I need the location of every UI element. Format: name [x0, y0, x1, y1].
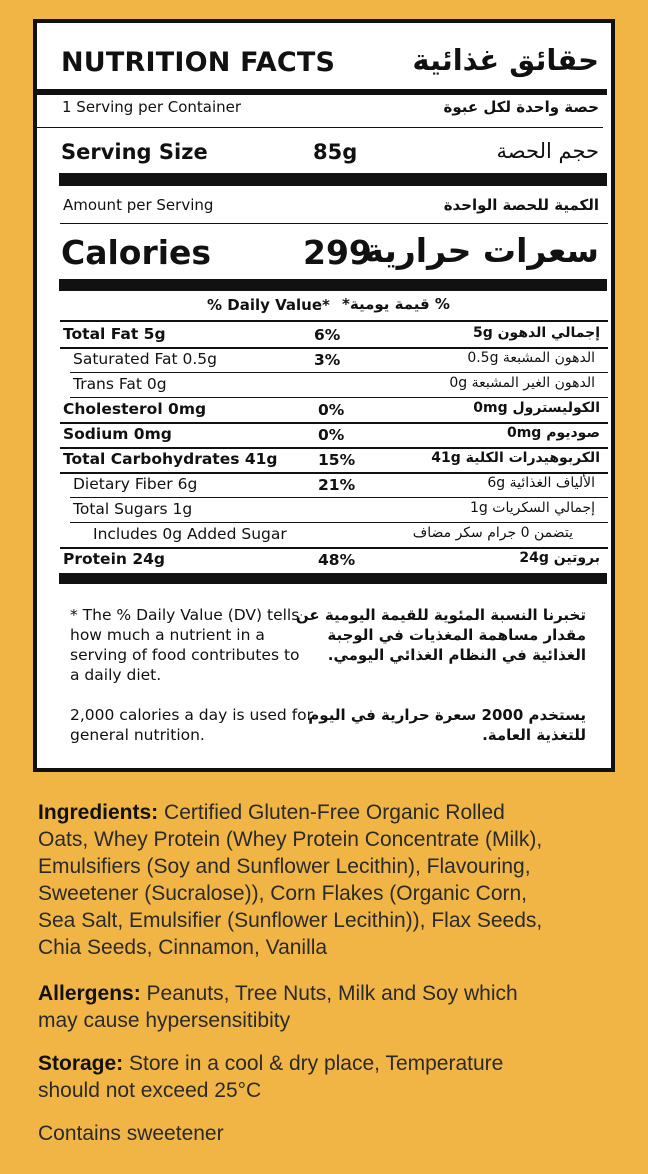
servings-per-container-ar: حصة واحدة لكل عبوة	[443, 98, 599, 116]
ingredients-line: Sweetener (Sucralose)), Corn Flakes (Organic Corn,	[38, 882, 528, 905]
row-divider	[60, 447, 608, 449]
calories-value: 299	[303, 233, 372, 272]
calorie-note-ar	[308, 705, 586, 745]
nutrient-label-ar: إجمالي السكريات 1g	[470, 500, 595, 516]
allergens-text: Peanuts, Tree Nuts, Milk and Soy which	[140, 982, 518, 1005]
label-title: NUTRITION FACTS	[61, 47, 336, 78]
ingredients-line	[38, 799, 638, 826]
footnote-line-ar: تخبرنا النسبة المئوية للقيمة اليومية عن	[295, 606, 586, 624]
footnote-line: a daily diet.	[70, 666, 162, 684]
ingredients-line: Sea Salt, Emulsifier (Sunflower Lecithin)), Flax Seeds,	[38, 909, 543, 932]
storage-line	[38, 1050, 638, 1077]
amount-per-serving-ar: الكمية للحصة الواحدة	[443, 196, 599, 214]
nutrient-label: Includes 0g Added Sugar	[93, 525, 287, 543]
calories-label: Calories	[61, 233, 212, 272]
divider	[60, 320, 608, 322]
title-rule	[33, 89, 607, 95]
nutrient-label-ar: الدهون المشبعة 0.5g	[467, 350, 595, 366]
nutrient-dv: 15%	[318, 451, 356, 469]
divider	[37, 127, 603, 128]
footnote-line: * The % Daily Value (DV) tells	[70, 606, 300, 624]
calorie-note-line: general nutrition.	[70, 726, 205, 744]
footnote-line-ar: الغذائية في النظام الغذائي اليومي.	[327, 646, 586, 664]
storage-label: Storage:	[38, 1052, 124, 1075]
ingredients-text: Certified Gluten-Free Organic Rolled	[158, 801, 505, 824]
amount-per-serving: Amount per Serving	[63, 196, 214, 214]
row-divider	[60, 547, 608, 549]
footnote-en	[70, 605, 300, 685]
calorie-note-line: 2,000 calories a day is used for	[70, 706, 314, 724]
thick-rule	[59, 279, 607, 291]
nutrient-dv: 0%	[318, 401, 345, 419]
allergens-line	[38, 980, 638, 1007]
nutrient-label: Total Carbohydrates 41g	[63, 450, 278, 468]
contains-note: Contains sweetener	[38, 1122, 224, 1145]
serving-size-ar: حجم الحصة	[496, 139, 599, 163]
ingredients-label: Ingredients:	[38, 801, 159, 824]
nutrient-label-ar: الدهون الغير المشبعة 0g	[449, 375, 595, 391]
nutrient-dv: 0%	[318, 426, 345, 444]
nutrient-label: Trans Fat 0g	[73, 375, 167, 393]
label-title-ar: حقائق غذائية	[412, 43, 599, 77]
nutrient-label-ar: إجمالي الدهون 5g	[472, 325, 600, 341]
calorie-note-line-ar: للتغذية العامة.	[482, 726, 586, 744]
thick-rule	[59, 573, 607, 584]
nutrient-label: Dietary Fiber 6g	[73, 475, 198, 493]
calorie-note-en	[70, 705, 313, 745]
nutrient-label-ar: الكوليسترول 0mg	[473, 400, 600, 416]
thick-rule	[59, 173, 607, 186]
nutrient-label: Cholesterol 0mg	[63, 400, 207, 418]
row-divider	[70, 497, 608, 498]
servings-per-container: 1 Serving per Container	[62, 98, 242, 116]
nutrient-label-ar: بروتين 24g	[519, 550, 600, 566]
nutrient-label-ar: الكربوهيدرات الكلية 41g	[431, 450, 600, 466]
dv-header-ar: % قيمة يومية*	[342, 295, 450, 313]
allergens-section	[38, 980, 638, 1034]
row-divider	[60, 422, 608, 424]
nutrient-label: Saturated Fat 0.5g	[73, 350, 217, 368]
calorie-note-line-ar: يستخدم 2000 سعرة حرارية في اليوم	[308, 706, 586, 724]
ingredients-line: Emulsifiers (Soy and Sunflower Lecithin), Flavouring,	[38, 855, 531, 878]
storage-text: Store in a cool & dry place, Temperature	[123, 1052, 504, 1075]
serving-size-value: 85g	[313, 140, 358, 164]
footnote-line: serving of food contributes to	[70, 646, 300, 664]
nutrient-label-ar: يتضمن 0 جرام سكر مضاف	[412, 525, 573, 541]
nutrient-dv: 48%	[318, 551, 356, 569]
nutrient-label: Total Fat 5g	[63, 325, 166, 343]
nutrient-label: Sodium 0mg	[63, 425, 172, 443]
allergens-label: Allergens:	[38, 982, 141, 1005]
row-divider	[60, 472, 608, 474]
nutrition-facts-panel	[33, 19, 615, 772]
row-divider	[70, 372, 608, 373]
footnote-line-ar: مقدار مساهمة المغذيات في الوجبة	[327, 626, 586, 644]
nutrient-label: Protein 24g	[63, 550, 165, 568]
serving-size-label: Serving Size	[61, 140, 208, 164]
storage-section	[38, 1050, 638, 1104]
row-divider	[70, 397, 608, 398]
nutrient-dv: 3%	[314, 351, 341, 369]
nutrient-label: Total Sugars 1g	[73, 500, 193, 518]
footnote-ar	[296, 605, 586, 665]
nutrient-label-ar: الألياف الغذائية 6g	[487, 475, 595, 491]
storage-line: should not exceed 25°C	[38, 1079, 262, 1102]
calories-ar: سعرات حرارية	[364, 231, 599, 270]
nutrient-dv: 21%	[318, 476, 356, 494]
ingredients-line: Chia Seeds, Cinnamon, Vanilla	[38, 936, 328, 959]
ingredients-line: Oats, Whey Protein (Whey Protein Concentrate (Milk),	[38, 828, 543, 851]
footnote-line: how much a nutrient in a	[70, 626, 265, 644]
nutrient-label-ar: صوديوم 0mg	[506, 425, 600, 441]
allergens-line: may cause hypersensitibity	[38, 1009, 291, 1032]
divider	[60, 223, 608, 224]
row-divider	[60, 347, 608, 349]
row-divider	[70, 522, 608, 523]
dv-header: % Daily Value*	[207, 296, 330, 314]
nutrient-dv: 6%	[314, 326, 341, 344]
ingredients-section	[38, 799, 638, 961]
